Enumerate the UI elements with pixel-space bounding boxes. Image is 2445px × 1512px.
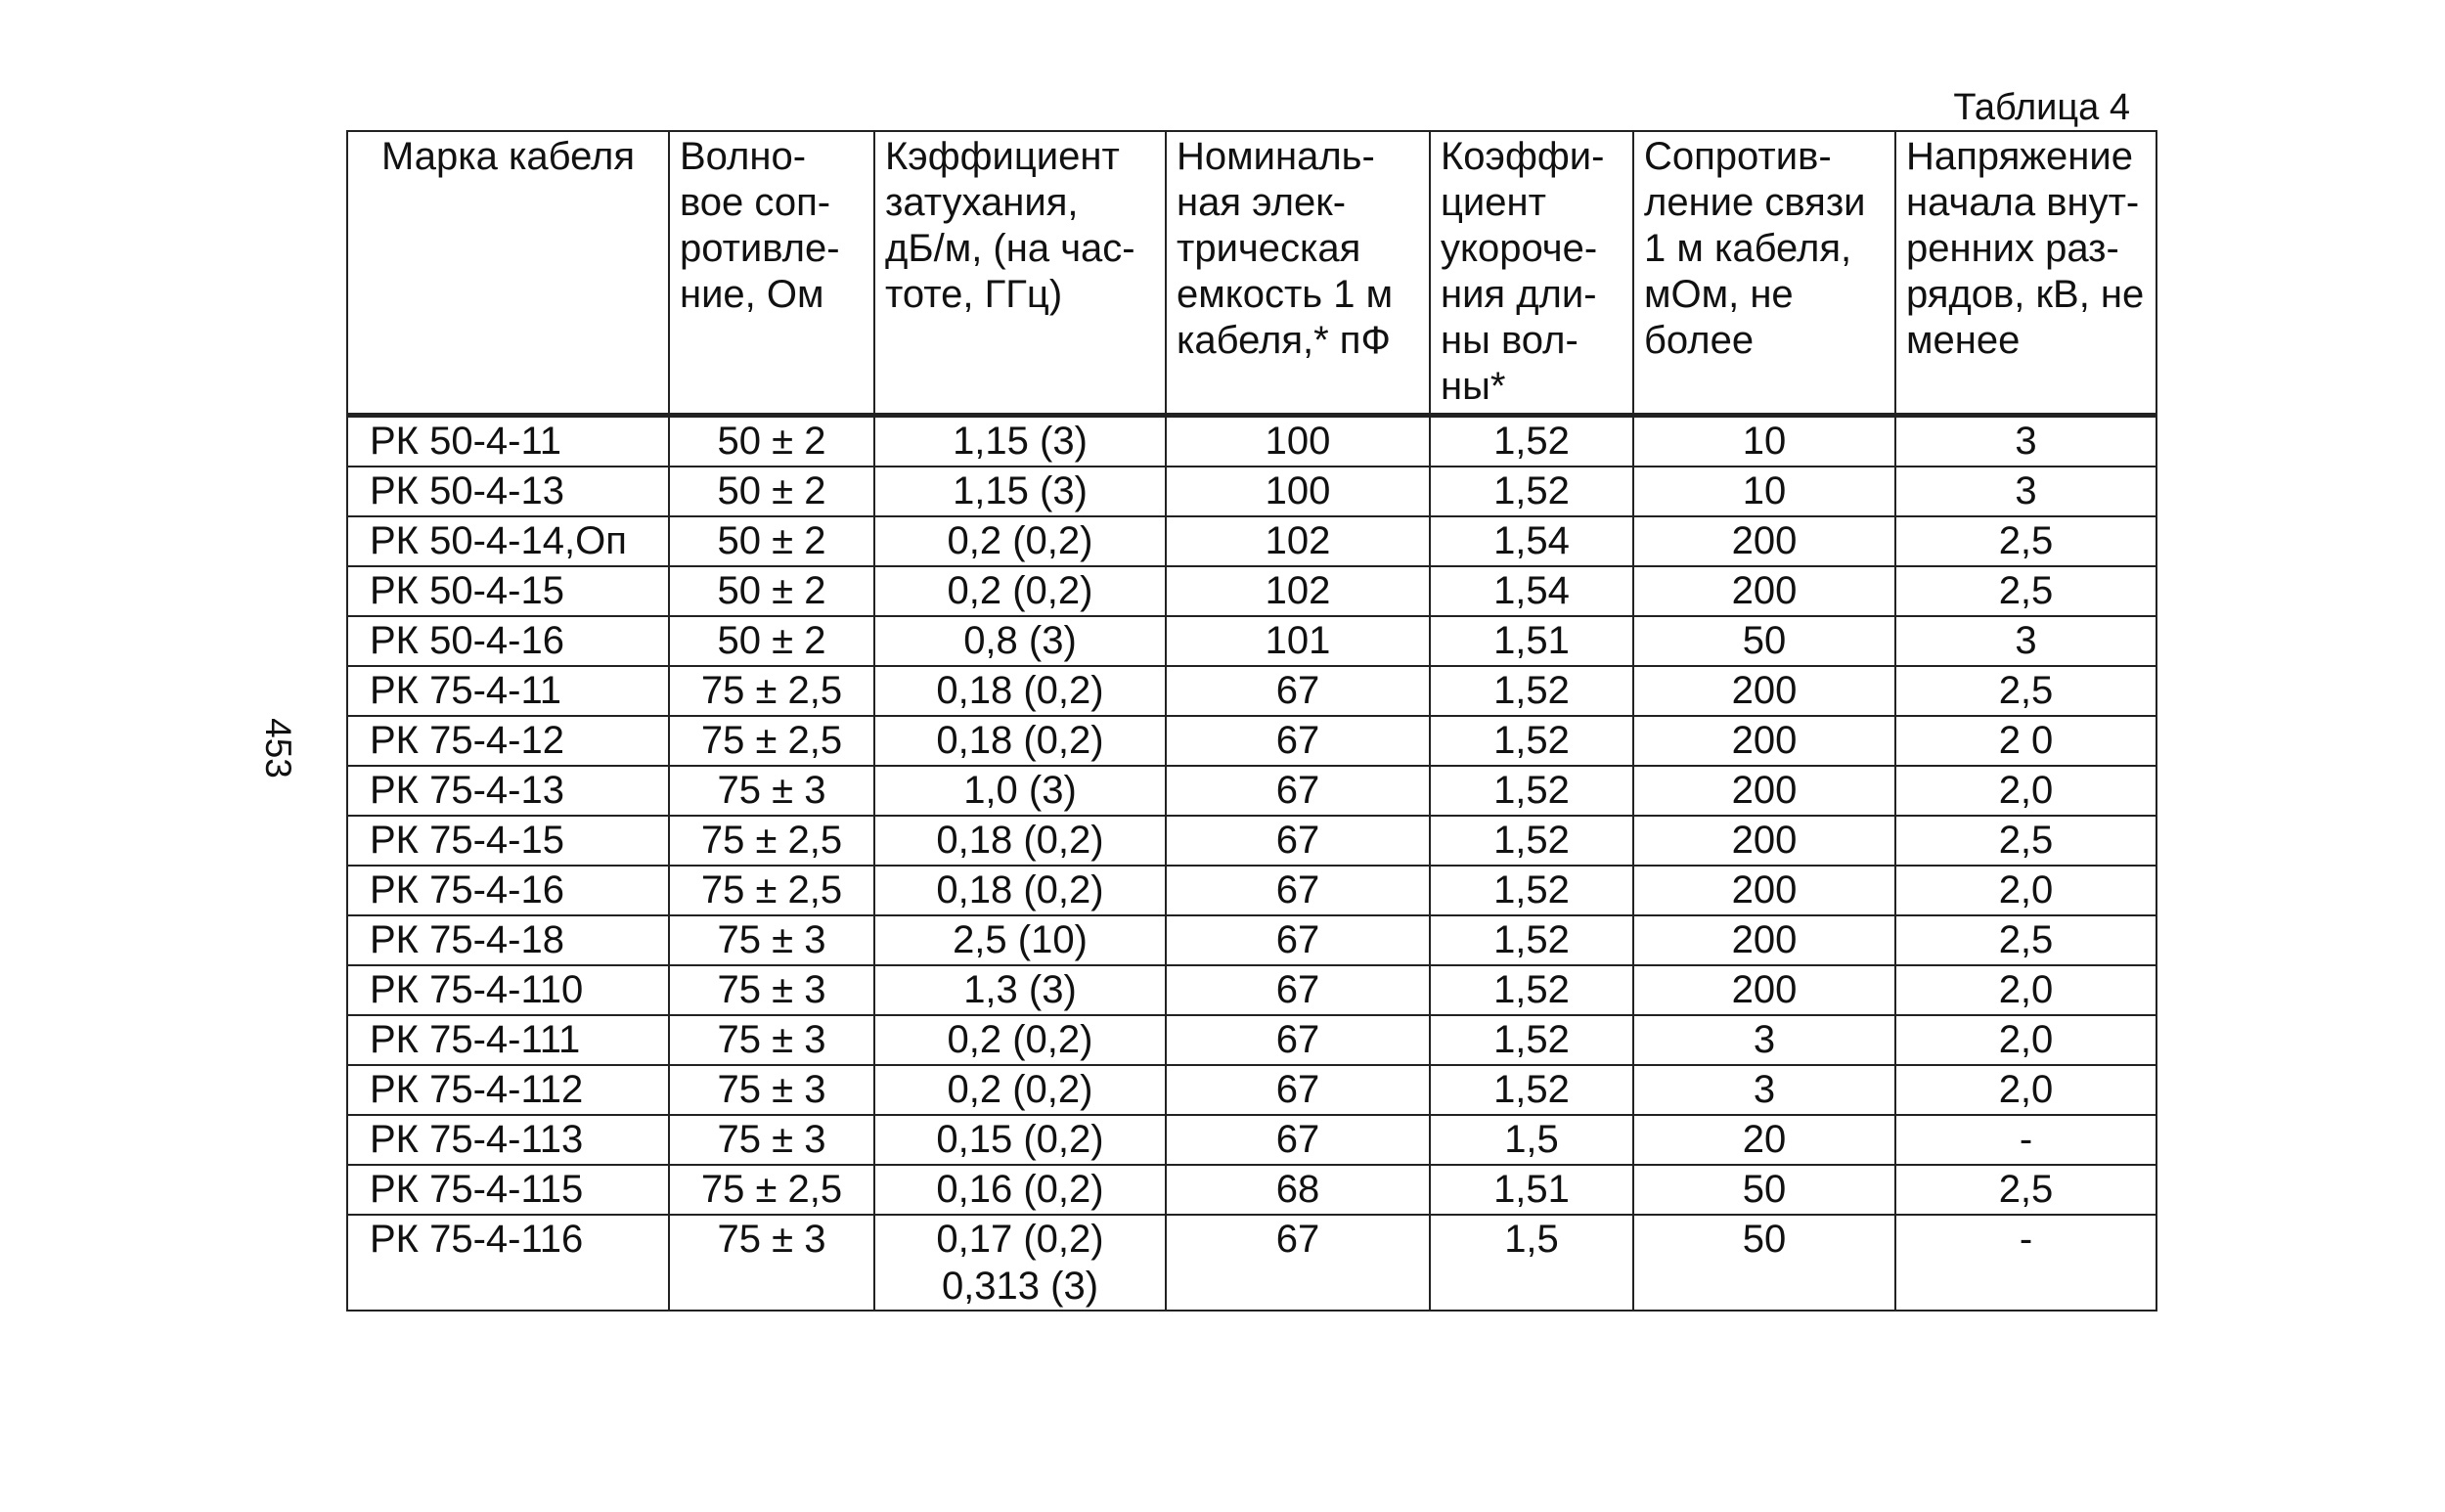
- cell-attenuation: 1,3 (3): [874, 965, 1166, 1015]
- cell-capacitance: 68: [1166, 1165, 1430, 1215]
- cell-cable-mark: РК 75-4-18: [347, 915, 669, 965]
- cell-shortening-factor: 1,52: [1430, 965, 1633, 1015]
- table-row: [347, 1065, 2156, 1115]
- cell-attenuation: 0,18 (0,2): [874, 666, 1166, 716]
- table-row: [347, 666, 2156, 716]
- cell-wave-impedance: 75 ± 2,5: [669, 716, 874, 766]
- cell-discharge-voltage: 3: [1895, 467, 2156, 516]
- cell-shortening-factor: 1,52: [1430, 766, 1633, 816]
- cell-wave-impedance: 50 ± 2: [669, 566, 874, 616]
- cell-coupling-resistance: 3: [1633, 1015, 1895, 1065]
- cell-discharge-voltage: -: [1895, 1215, 2156, 1311]
- cell-attenuation: 0,2 (0,2): [874, 566, 1166, 616]
- cell-cable-mark: РК 75-4-111: [347, 1015, 669, 1065]
- cell-shortening-factor: 1,54: [1430, 566, 1633, 616]
- cell-wave-impedance: 75 ± 3: [669, 965, 874, 1015]
- cell-shortening-factor: 1,5: [1430, 1215, 1633, 1311]
- table-row: [347, 915, 2156, 965]
- cell-wave-impedance: 50 ± 2: [669, 467, 874, 516]
- cell-coupling-resistance: 50: [1633, 616, 1895, 666]
- cell-capacitance: 102: [1166, 516, 1430, 566]
- cell-wave-impedance: 75 ± 2,5: [669, 666, 874, 716]
- cell-cable-mark: РК 75-4-115: [347, 1165, 669, 1215]
- cell-wave-impedance: 75 ± 3: [669, 1015, 874, 1065]
- header-shortening-factor: Коэффи- циент укороче- ния дли- ны вол- ны*: [1430, 131, 1633, 415]
- cell-shortening-factor: 1,52: [1430, 666, 1633, 716]
- cell-attenuation: 0,2 (0,2): [874, 516, 1166, 566]
- cell-wave-impedance: 75 ± 3: [669, 1115, 874, 1165]
- cell-capacitance: 67: [1166, 766, 1430, 816]
- table-row: [347, 566, 2156, 616]
- cell-attenuation: 1,15 (3): [874, 415, 1166, 467]
- cell-discharge-voltage: 2,5: [1895, 666, 2156, 716]
- cell-discharge-voltage: 2,5: [1895, 816, 2156, 866]
- cell-shortening-factor: 1,52: [1430, 1015, 1633, 1065]
- cell-discharge-voltage: 2,0: [1895, 766, 2156, 816]
- cell-shortening-factor: 1,52: [1430, 866, 1633, 915]
- cell-wave-impedance: 75 ± 2,5: [669, 1165, 874, 1215]
- header-capacitance: Номиналь- ная элек- трическая емкость 1 м кабеля,* пФ: [1166, 131, 1430, 415]
- cell-discharge-voltage: 3: [1895, 616, 2156, 666]
- table-row: [347, 716, 2156, 766]
- cell-coupling-resistance: 50: [1633, 1215, 1895, 1311]
- cell-coupling-resistance: 200: [1633, 866, 1895, 915]
- table-caption: Таблица 4: [1953, 87, 2130, 128]
- cell-cable-mark: РК 75-4-110: [347, 965, 669, 1015]
- cell-discharge-voltage: 2,0: [1895, 965, 2156, 1015]
- table-row: [347, 1015, 2156, 1065]
- header-attenuation: Кэффициент затухания, дБ/м, (на час- тоте, ГГц): [874, 131, 1166, 415]
- cell-attenuation: 1,15 (3): [874, 467, 1166, 516]
- cell-cable-mark: РК 75-4-15: [347, 816, 669, 866]
- cell-discharge-voltage: 2,5: [1895, 915, 2156, 965]
- cell-line: 0,313 (3): [941, 1264, 1099, 1308]
- cell-shortening-factor: 1,52: [1430, 915, 1633, 965]
- cell-wave-impedance: 75 ± 3: [669, 1065, 874, 1115]
- cell-coupling-resistance: 10: [1633, 467, 1895, 516]
- cell-capacitance: 67: [1166, 816, 1430, 866]
- cell-capacitance: 67: [1166, 716, 1430, 766]
- cell-attenuation: 0,15 (0,2): [874, 1115, 1166, 1165]
- cell-cable-mark: РК 75-4-116: [347, 1215, 669, 1311]
- cell-cable-mark: РК 50-4-15: [347, 566, 669, 616]
- cell-cable-mark: РК 50-4-13: [347, 467, 669, 516]
- cell-cable-mark: РК 50-4-16: [347, 616, 669, 666]
- cell-discharge-voltage: 2 0: [1895, 716, 2156, 766]
- table-body: [347, 415, 2156, 1311]
- cell-coupling-resistance: 200: [1633, 566, 1895, 616]
- cell-line: 0,17 (0,2): [936, 1217, 1104, 1261]
- header-discharge-voltage: Напряжение начала внут- ренних раз- рядов, кВ, не менее: [1895, 131, 2156, 415]
- cell-wave-impedance: 50 ± 2: [669, 616, 874, 666]
- cell-shortening-factor: 1,52: [1430, 716, 1633, 766]
- cell-shortening-factor: 1,51: [1430, 1165, 1633, 1215]
- table-row: [347, 1165, 2156, 1215]
- cell-attenuation: 0,18 (0,2): [874, 816, 1166, 866]
- table-row: [347, 516, 2156, 566]
- cell-shortening-factor: 1,54: [1430, 516, 1633, 566]
- table-row: [347, 965, 2156, 1015]
- cell-discharge-voltage: 2,0: [1895, 1065, 2156, 1115]
- cell-capacitance: 67: [1166, 915, 1430, 965]
- cell-capacitance: 67: [1166, 866, 1430, 915]
- cell-coupling-resistance: 10: [1633, 415, 1895, 467]
- cell-coupling-resistance: 3: [1633, 1065, 1895, 1115]
- cell-capacitance: 67: [1166, 965, 1430, 1015]
- cell-coupling-resistance: 200: [1633, 816, 1895, 866]
- cell-wave-impedance: 75 ± 2,5: [669, 866, 874, 915]
- cell-attenuation: 0,2 (0,2): [874, 1015, 1166, 1065]
- cell-wave-impedance: 75 ± 3: [669, 1215, 874, 1311]
- cell-attenuation: 2,5 (10): [874, 915, 1166, 965]
- cell-shortening-factor: 1,51: [1430, 616, 1633, 666]
- cell-coupling-resistance: 50: [1633, 1165, 1895, 1215]
- cell-shortening-factor: 1,52: [1430, 816, 1633, 866]
- cell-capacitance: 67: [1166, 1065, 1430, 1115]
- cell-discharge-voltage: 2,5: [1895, 566, 2156, 616]
- cell-coupling-resistance: 200: [1633, 716, 1895, 766]
- header-row: [347, 131, 2156, 415]
- cell-discharge-voltage: 3: [1895, 415, 2156, 467]
- cell-shortening-factor: 1,52: [1430, 467, 1633, 516]
- header-wave-impedance: Волно- вое соп- ротивле- ние, Ом: [669, 131, 874, 415]
- cell-wave-impedance: 75 ± 2,5: [669, 816, 874, 866]
- cell-capacitance: 67: [1166, 1015, 1430, 1065]
- cell-attenuation: 1,0 (3): [874, 766, 1166, 816]
- cell-cable-mark: РК 75-4-113: [347, 1115, 669, 1165]
- cell-capacitance: 67: [1166, 666, 1430, 716]
- header-coupling-resistance: Сопротив- ление связи 1 м кабеля, мОм, не более: [1633, 131, 1895, 415]
- cell-cable-mark: РК 75-4-16: [347, 866, 669, 915]
- cell-attenuation: [874, 1215, 1166, 1311]
- table-row: [347, 1215, 2156, 1311]
- cell-shortening-factor: 1,52: [1430, 415, 1633, 467]
- cell-capacitance: 100: [1166, 415, 1430, 467]
- cell-capacitance: 102: [1166, 566, 1430, 616]
- table-row: [347, 415, 2156, 467]
- cell-wave-impedance: 75 ± 3: [669, 915, 874, 965]
- cell-attenuation: 0,2 (0,2): [874, 1065, 1166, 1115]
- cell-cable-mark: РК 75-4-112: [347, 1065, 669, 1115]
- page-number: 453: [258, 718, 298, 778]
- cell-capacitance: 67: [1166, 1215, 1430, 1311]
- cell-cable-mark: РК 50-4-14,Оп: [347, 516, 669, 566]
- cell-shortening-factor: 1,52: [1430, 1065, 1633, 1115]
- cell-coupling-resistance: 20: [1633, 1115, 1895, 1165]
- cell-coupling-resistance: 200: [1633, 915, 1895, 965]
- cell-wave-impedance: 50 ± 2: [669, 516, 874, 566]
- cell-coupling-resistance: 200: [1633, 965, 1895, 1015]
- cell-cable-mark: РК 75-4-13: [347, 766, 669, 816]
- cell-discharge-voltage: -: [1895, 1115, 2156, 1165]
- table-row: [347, 866, 2156, 915]
- cell-wave-impedance: 75 ± 3: [669, 766, 874, 816]
- cell-shortening-factor: 1,5: [1430, 1115, 1633, 1165]
- cell-cable-mark: РК 75-4-11: [347, 666, 669, 716]
- table-row: [347, 816, 2156, 866]
- cell-cable-mark: РК 75-4-12: [347, 716, 669, 766]
- cell-attenuation: 0,8 (3): [874, 616, 1166, 666]
- cell-capacitance: 67: [1166, 1115, 1430, 1165]
- cell-discharge-voltage: 2,5: [1895, 516, 2156, 566]
- cell-coupling-resistance: 200: [1633, 666, 1895, 716]
- table-row: [347, 1115, 2156, 1165]
- table-row: [347, 766, 2156, 816]
- table-row: [347, 616, 2156, 666]
- cell-discharge-voltage: 2,0: [1895, 866, 2156, 915]
- cell-wave-impedance: 50 ± 2: [669, 415, 874, 467]
- cell-attenuation: 0,18 (0,2): [874, 866, 1166, 915]
- cell-capacitance: 101: [1166, 616, 1430, 666]
- cell-attenuation: 0,16 (0,2): [874, 1165, 1166, 1215]
- cell-attenuation: 0,18 (0,2): [874, 716, 1166, 766]
- cell-coupling-resistance: 200: [1633, 766, 1895, 816]
- cell-capacitance: 100: [1166, 467, 1430, 516]
- header-cable-mark: Марка кабеля: [347, 131, 669, 415]
- cell-cable-mark: РК 50-4-11: [347, 415, 669, 467]
- table-row: [347, 467, 2156, 516]
- cable-specifications-table: [346, 130, 2157, 1312]
- cell-coupling-resistance: 200: [1633, 516, 1895, 566]
- cell-discharge-voltage: 2,0: [1895, 1015, 2156, 1065]
- cell-discharge-voltage: 2,5: [1895, 1165, 2156, 1215]
